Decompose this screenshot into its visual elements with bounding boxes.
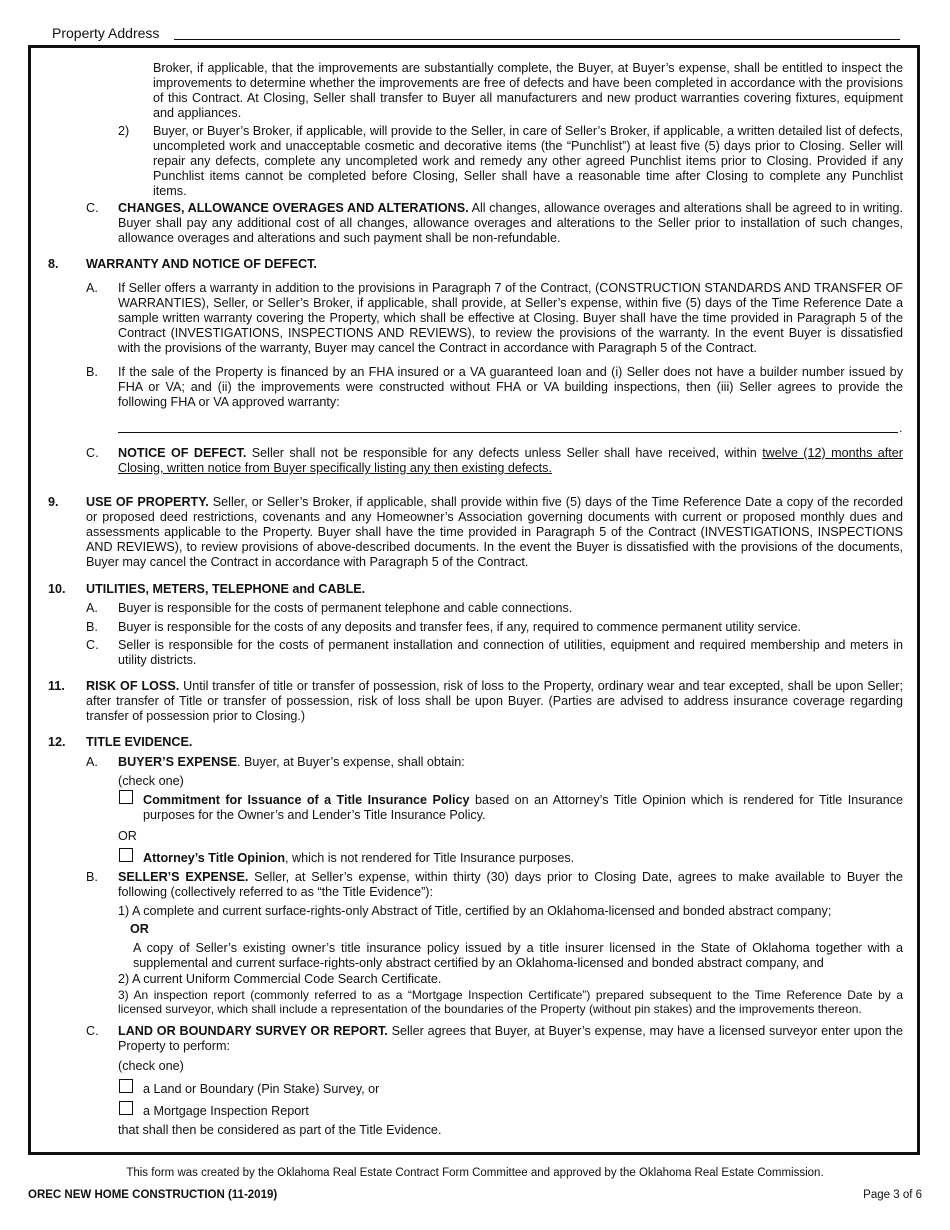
s7-b1-continued: Broker, if applicable, that the improvements are substantially complete, the Buyer, at Buyer’s expense, shall be entitled to inspect the improvements to determine whether the improvements are free of defects and have been completed in accordance with the provisions of this Contract. At Closing, Seller shall transfer to Buyer all manufacturers and new product warranties covering fixtures, equipment and appliances. bbox=[153, 61, 903, 120]
s12-a-opt1-text: based on an Attorney’s Title Opinion which is rendered for Title Insurance purposes for the Owner’s and Lender’s Title Insurance Policy. bbox=[143, 793, 903, 822]
s8-a-text: If Seller offers a warranty in addition to the provisions in Paragraph 7 of the Contract, (CONSTRUCTION STANDARDS AND TRANSFER OF WARRANTIES), Seller, or Seller’s Broker, if applicable, shall provide, at Seller’s expense, within five (5) days of the Time Reference Date a sample written warranty covering the Property, which shall be effective at Closing. Buyer shall have the time provided in Paragraph 5 of the Contract (INVESTIGATIONS, INSPECTIONS AND REVIEWS), to review the provisions of the warranty. In the event Buyer is dissatisfied with the provisions of the warranty, Buyer may cancel the Contract in accordance with Paragraph 5 of the Contract. bbox=[118, 281, 903, 355]
s12-a-letter: A. bbox=[86, 755, 98, 769]
s10-a-letter: A. bbox=[86, 601, 98, 615]
s7-c-letter: C. bbox=[86, 201, 99, 215]
s8-c-underlined: twelve (12) months after Closing, written notice from Buyer specifically listing any then existing defects. bbox=[118, 446, 903, 475]
s12-b-letter: B. bbox=[86, 870, 98, 884]
s12-b-text: Seller, at Seller’s expense, within thirty (30) days prior to Closing Date, agrees to make available to Buyer the following (collectively referred to as “the Title Evidence”): bbox=[118, 870, 903, 899]
s8-b-period: . bbox=[899, 421, 903, 435]
s10-c-text: Seller is responsible for the costs of permanent installation and connection of utilities, equipment and required membership and meters in utility districts. bbox=[118, 638, 903, 667]
boundary-survey-checkbox[interactable] bbox=[119, 1079, 133, 1093]
s12-b-item3: 3) An inspection report (commonly referred to as a “Mortgage Inspection Certificate”) prepared subsequent to the Time Reference Date by a licensed surveyor, which shall include a representation of the boundaries of the Property (without pin stakes) and the improvements thereon. bbox=[118, 988, 903, 1016]
s12-b-copy: A copy of Seller’s existing owner’s title insurance policy issued by a title insurer licensed in the State of Oklahoma together with a supplemental and current surface-rights-only abstract certified by an Oklahoma-licensed and bonded abstract company, and bbox=[133, 941, 903, 970]
s12-a-opt1-title: Commitment for Issuance of a Title Insurance Policy bbox=[143, 793, 470, 807]
s8-title: WARRANTY AND NOTICE OF DEFECT. bbox=[86, 257, 317, 271]
s7-b2-text: Buyer, or Buyer’s Broker, if applicable, will provide to the Seller, in care of Seller’s Broker, if applicable, a written detailed list of defects, uncompleted work and unacceptable cosmetic and decorative items (the “Punchlist”) at least five (5) days prior to Closing. Seller will repair any defects, complete any uncompleted work and remedy any other agreed Punchlist items prior to Closing. Provided if any Punchlist items cannot be completed before Closing, Seller shall have a reasonable time after Closing to complete any Punchlist items. bbox=[153, 124, 903, 198]
s11-paragraph bbox=[86, 679, 903, 724]
page-number: Page 3 of 6 bbox=[863, 1189, 922, 1201]
s12-c-text: Seller agrees that Buyer, at Buyer’s expense, may have a licensed surveyor enter upon the Property to perform: bbox=[118, 1024, 903, 1053]
s8-number: 8. bbox=[48, 257, 59, 271]
s12-a-opt2-title: Attorney’s Title Opinion bbox=[143, 851, 286, 865]
s12-a-title: BUYER’S EXPENSE bbox=[118, 755, 237, 769]
s10-a-text: Buyer is responsible for the costs of permanent telephone and cable connections. bbox=[118, 601, 573, 615]
mortgage-inspection-checkbox[interactable] bbox=[119, 1101, 133, 1115]
property-address-label: Property Address bbox=[52, 25, 160, 41]
s8-b-text: If the sale of the Property is financed by an FHA insured or a VA guaranteed loan and (i) Seller does not have a builder number issued by FHA or VA; and (ii) the improvements were constructed without FHA or VA building inspections, then (iii) Seller agrees to provide the following FHA or VA approved warranty: bbox=[118, 365, 903, 409]
s12-c-title: LAND OR BOUNDARY SURVEY OR REPORT. bbox=[118, 1024, 388, 1038]
s8-c-paragraph bbox=[118, 446, 903, 476]
s12-a-check-one: (check one) bbox=[118, 774, 184, 788]
s10-number: 10. bbox=[48, 582, 66, 596]
s9-number: 9. bbox=[48, 495, 59, 509]
form-id: OREC NEW HOME CONSTRUCTION (11-2019) bbox=[28, 1189, 278, 1201]
s12-a-option1 bbox=[143, 793, 903, 823]
s12-c-check-one: (check one) bbox=[118, 1059, 184, 1073]
s12-c-paragraph bbox=[118, 1024, 903, 1054]
s10-b-text: Buyer is responsible for the costs of any deposits and transfer fees, if any, required to commence permanent utility service. bbox=[118, 620, 801, 634]
s8-c-title: NOTICE OF DEFECT. bbox=[118, 446, 247, 460]
s9-title: USE OF PROPERTY. bbox=[86, 495, 209, 509]
s12-a-option2 bbox=[143, 851, 574, 866]
s12-b-paragraph bbox=[118, 870, 903, 900]
s12-c-option2: a Mortgage Inspection Report bbox=[143, 1104, 309, 1118]
title-commitment-checkbox[interactable] bbox=[119, 790, 133, 804]
s7-c-paragraph bbox=[118, 201, 903, 246]
property-address-row bbox=[52, 24, 900, 44]
s7-c-text: All changes, allowance overages and alterations shall be agreed to in writing. Buyer shall pay any additional cost of all changes, allowance overages and alterations to the Seller prior to installation of such changes, allowance overages and alterations and such payment shall be non-refundable. bbox=[118, 201, 903, 245]
s12-c-letter: C. bbox=[86, 1024, 99, 1038]
s12-b-title: SELLER’S EXPENSE. bbox=[118, 870, 249, 884]
s8-b-letter: B. bbox=[86, 365, 98, 379]
s10-c-letter: C. bbox=[86, 638, 99, 652]
s12-c-final: that shall then be considered as part of the Title Evidence. bbox=[118, 1123, 442, 1137]
s8-b-warranty-field[interactable] bbox=[118, 432, 898, 433]
s12-c-option1: a Land or Boundary (Pin Stake) Survey, or bbox=[143, 1082, 380, 1096]
s10-b-letter: B. bbox=[86, 620, 98, 634]
s7-c-title: CHANGES, ALLOWANCE OVERAGES AND ALTERATIONS. bbox=[118, 201, 469, 215]
s8-c-letter: C. bbox=[86, 446, 99, 460]
s12-b-item1: 1) A complete and current surface-rights-only Abstract of Title, certified by an Oklahoma-licensed and bonded abstract company; bbox=[118, 904, 832, 918]
s9-paragraph bbox=[86, 495, 903, 570]
s12-b-or: OR bbox=[130, 922, 149, 936]
s11-number: 11. bbox=[48, 679, 65, 693]
footer-note: This form was created by the Oklahoma Real Estate Contract Form Committee and approved by the Oklahoma Real Estate Commission. bbox=[126, 1167, 824, 1179]
s12-title: TITLE EVIDENCE. bbox=[86, 735, 193, 749]
s12-a-text: . Buyer, at Buyer’s expense, shall obtain: bbox=[236, 755, 465, 769]
s7-b2-number: 2) bbox=[118, 124, 130, 138]
s8-a-letter: A. bbox=[86, 281, 98, 295]
s11-title: RISK OF LOSS. bbox=[86, 679, 180, 693]
s12-a-or: OR bbox=[118, 829, 137, 843]
s9-text: Seller, or Seller’s Broker, if applicable, shall provide within five (5) days of the Time Reference Date a copy of the recorded or proposed deed restrictions, covenants and any Homeowner’s Association governing documents with current or proposed monthly dues and assessments applicable to the Property. Buyer shall have the time provided in Paragraph 5 of the Contract (INVESTIGATIONS, INSPECTIONS AND REVIEWS), to review provisions of above-described documents. In the event the Buyer is dissatisfied with the provisions of the documents, Buyer may cancel the Contract in accordance with Paragraph 5 of the Contract. bbox=[86, 495, 903, 569]
property-address-field[interactable] bbox=[174, 39, 900, 40]
s12-a-opt2-text: , which is not rendered for Title Insurance purposes. bbox=[285, 851, 575, 865]
attorney-opinion-checkbox[interactable] bbox=[119, 848, 133, 862]
s10-title: UTILITIES, METERS, TELEPHONE and CABLE. bbox=[86, 582, 366, 596]
s12-b-item2: 2) A current Uniform Commercial Code Search Certificate. bbox=[118, 972, 442, 986]
s11-text: Until transfer of title or transfer of possession, risk of loss to the Property, ordinary wear and tear excepted, shall be upon Seller; after transfer of Title or transfer of possession, risk of loss shall be upon Buyer. (Parties are advised to address insurance coverage regarding transfer of possession prior to Closing.) bbox=[86, 679, 903, 723]
s12-number: 12. bbox=[48, 735, 66, 749]
s12-a-line bbox=[118, 755, 465, 770]
s8-c-text: Seller shall not be responsible for any defects unless Seller shall have received, within bbox=[246, 446, 763, 460]
